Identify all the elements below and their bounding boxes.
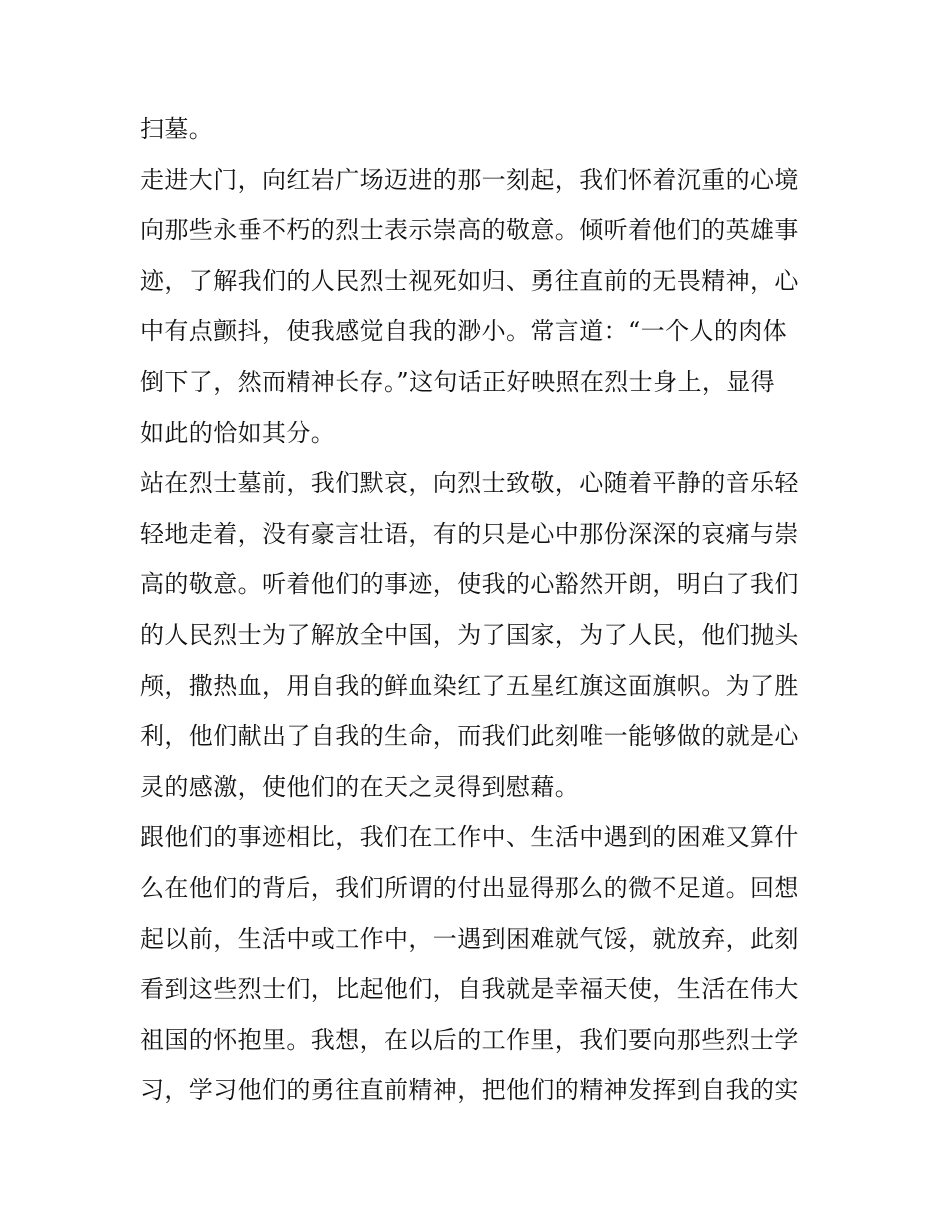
text-line: 习，学习他们的勇往直前精神，把他们的精神发挥到自我的实 bbox=[140, 1076, 799, 1105]
text-line: 轻地走着，没有豪言壮语，有的只是心中那份深深的哀痛与崇 bbox=[140, 519, 799, 548]
text-line: 起以前，生活中或工作中，一遇到困难就气馁，就放弃，此刻 bbox=[140, 924, 799, 953]
text-line: 颅，撒热血，用自我的鲜血染红了五星红旗这面旗帜。为了胜 bbox=[140, 671, 799, 700]
text-line: 么在他们的背后，我们所谓的付出显得那么的微不足道。回想 bbox=[140, 873, 799, 902]
text-line: 中有点颤抖，使我感觉自我的渺小。常言道：“一个人的肉体 bbox=[140, 317, 788, 346]
text-line: 如此的恰如其分。 bbox=[140, 418, 336, 447]
text-line: 倒下了，然而精神长存。”这句话正好映照在烈士身上，显得 bbox=[140, 367, 776, 396]
text-line: 走进大门，向红岩广场迈进的那一刻起，我们怀着沉重的心境 bbox=[140, 165, 799, 194]
text-line: 迹，了解我们的人民烈士视死如归、勇往直前的无畏精神，心 bbox=[140, 266, 799, 295]
text-line: 利，他们献出了自我的生命，而我们此刻唯一能够做的就是心 bbox=[140, 722, 799, 751]
text-line: 站在烈士墓前，我们默哀，向烈士致敬，心随着平静的音乐轻 bbox=[140, 469, 799, 498]
text-line: 跟他们的事迹相比，我们在工作中、生活中遇到的困难又算什 bbox=[140, 823, 799, 852]
text-line: 高的敬意。听着他们的事迹，使我的心豁然开朗，明白了我们 bbox=[140, 570, 799, 599]
text-line: 向那些永垂不朽的烈士表示崇高的敬意。倾听着他们的英雄事 bbox=[140, 216, 799, 245]
text-line: 灵的感激，使他们的在天之灵得到慰藉。 bbox=[140, 772, 580, 801]
essay-body bbox=[140, 107, 820, 1119]
text-line: 祖国的怀抱里。我想，在以后的工作里，我们要向那些烈士学 bbox=[140, 1025, 799, 1054]
text-line: 看到这些烈士们，比起他们，自我就是幸福天使，生活在伟大 bbox=[140, 975, 799, 1004]
text-line: 扫墓。 bbox=[140, 115, 214, 143]
text-line: 的人民烈士为了解放全中国，为了国家，为了人民，他们抛头 bbox=[140, 620, 799, 649]
